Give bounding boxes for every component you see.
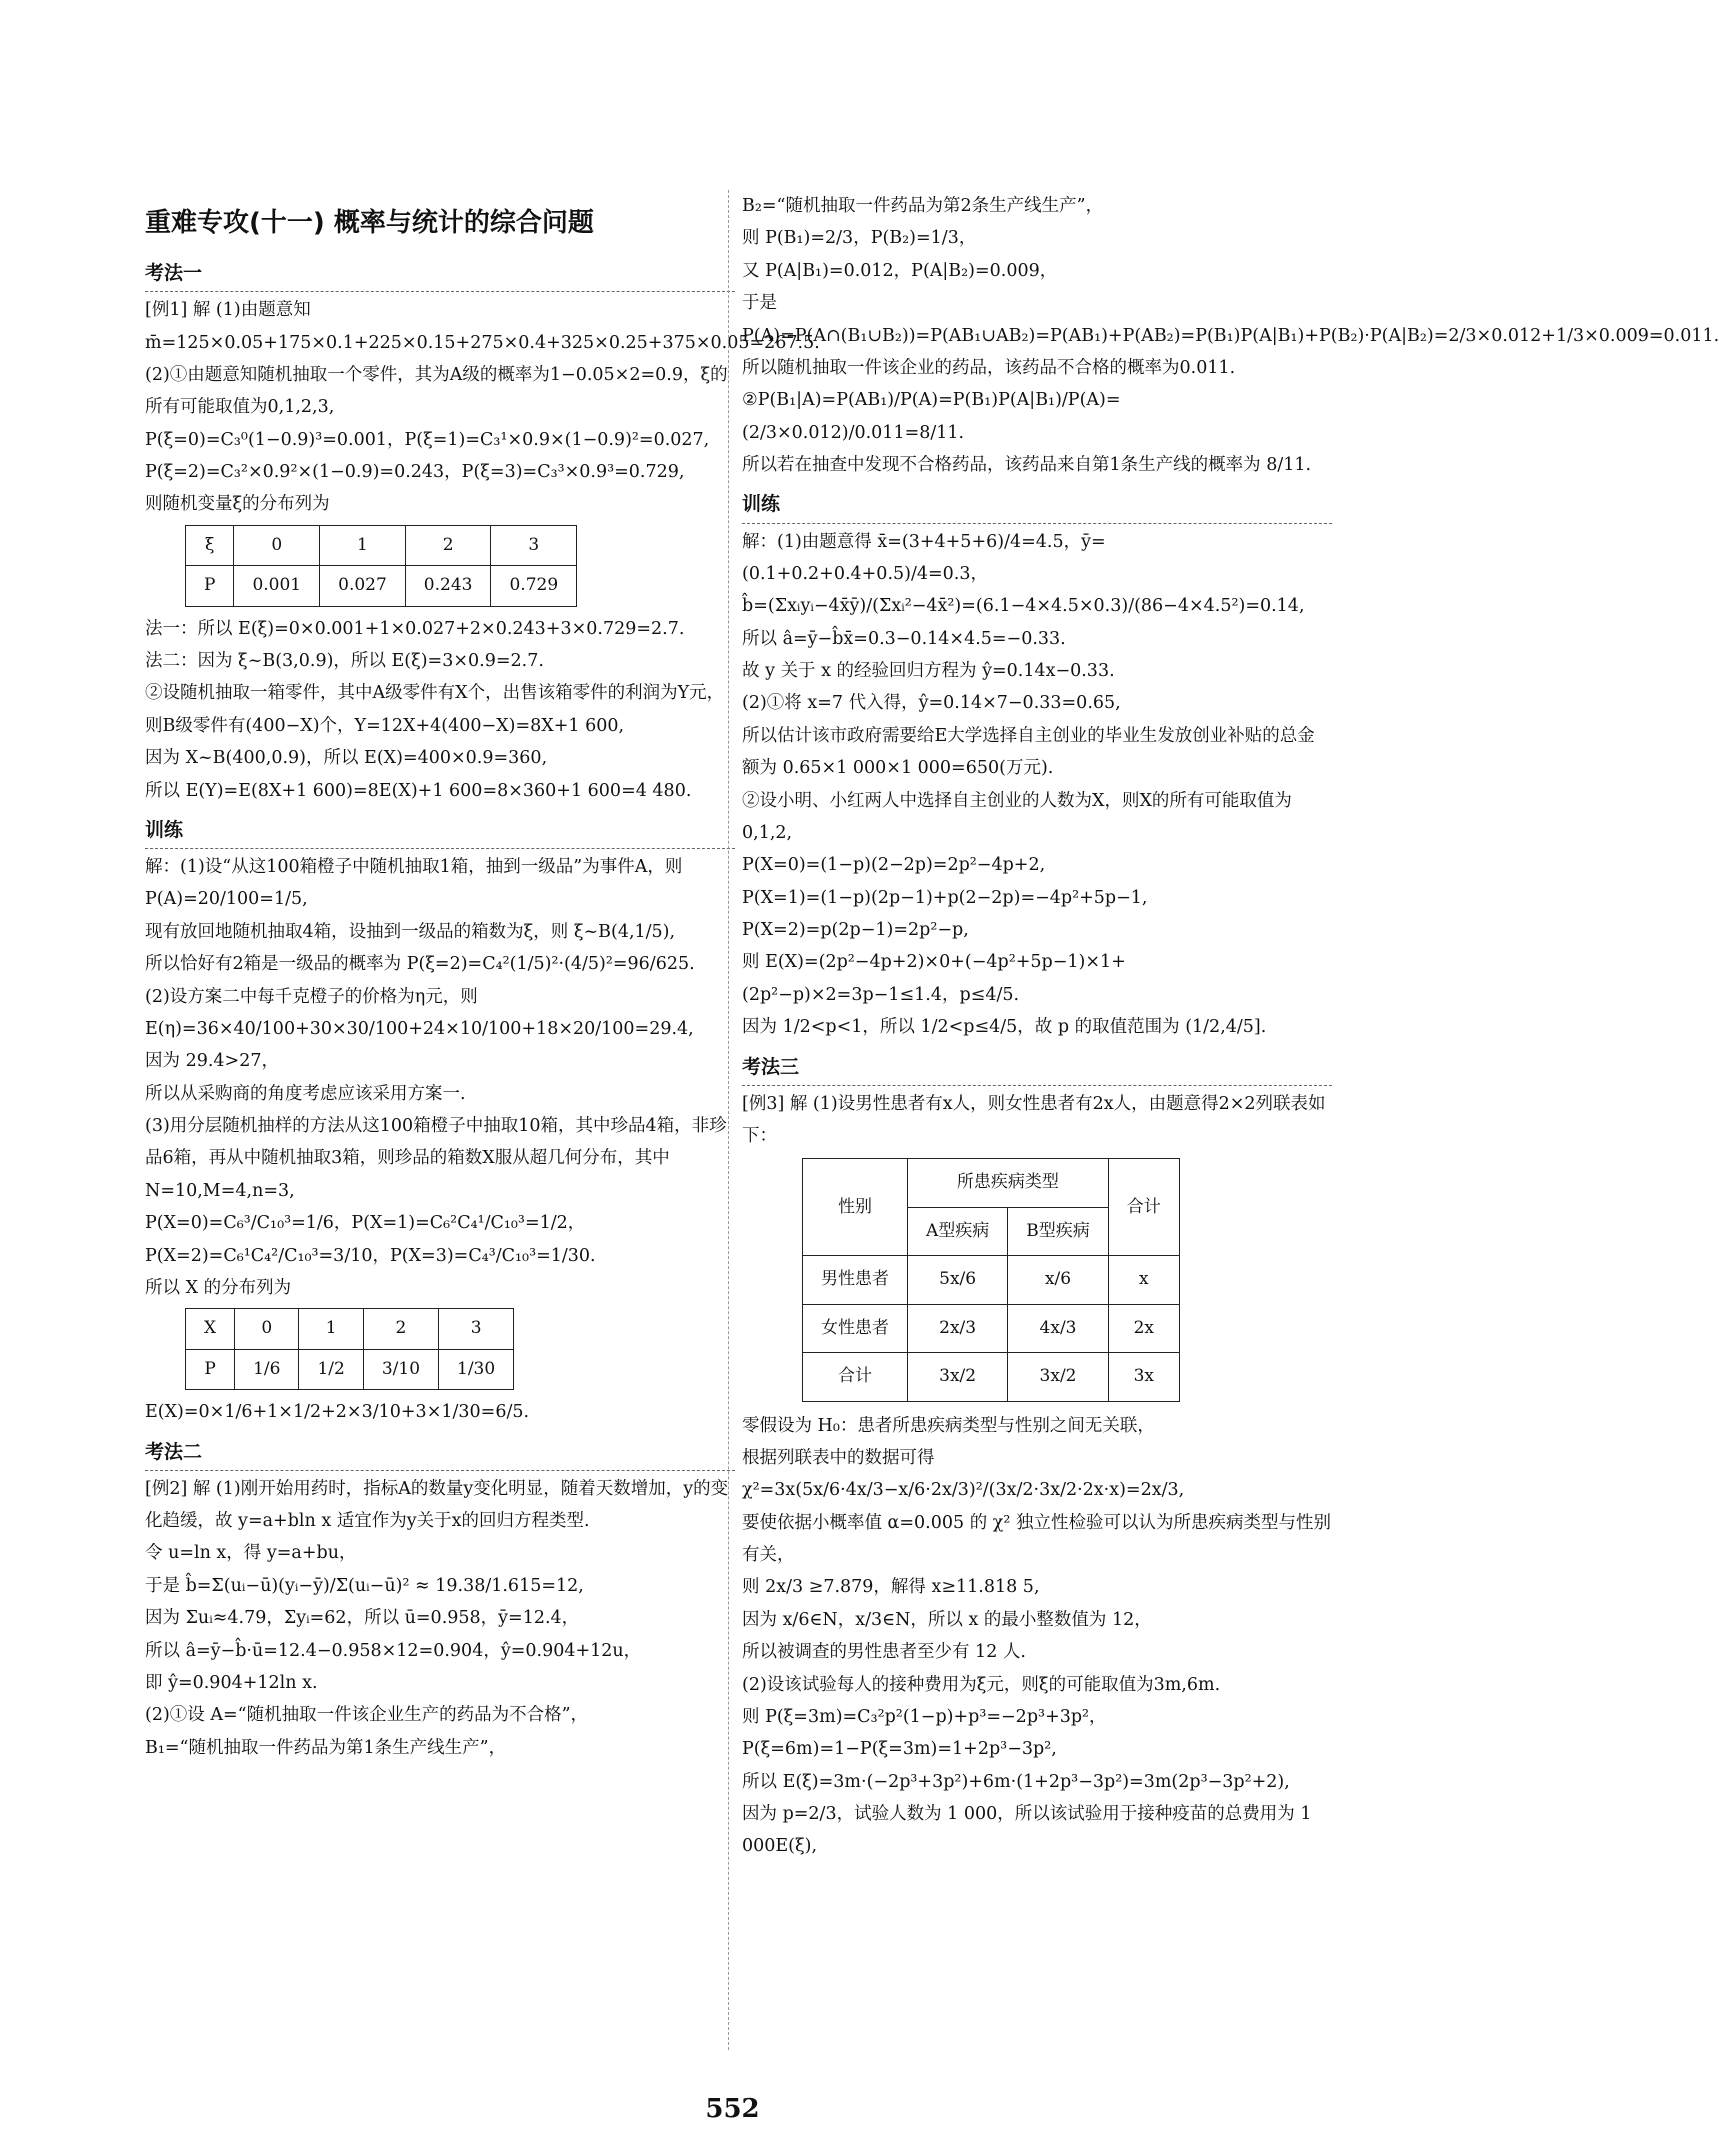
- cell: 0.027: [320, 566, 406, 606]
- cell: 2: [405, 525, 491, 565]
- cell: 0: [235, 1309, 299, 1349]
- text-line: 因为 29.4>27，: [145, 1051, 279, 1072]
- page-title: 重难专攻(十一) 概率与统计的综合问题: [145, 208, 594, 238]
- text-line: P(X=1)=(1−p)(2p−1)+p(2−2p)=−4p²+5p−1,: [742, 887, 1148, 908]
- cell: 2x: [1108, 1304, 1179, 1352]
- text-line: 因为 Σuᵢ≈4.79，Σyᵢ=62，所以 ū=0.958，ȳ=12.4，: [145, 1608, 580, 1629]
- table-1: [185, 525, 577, 607]
- text-line: B₁=“随机抽取一件药品为第1条生产线生产”，: [145, 1737, 507, 1758]
- text-line: P(X=2)=p(2p−1)=2p²−p,: [742, 920, 969, 941]
- section-f2: 考法二: [145, 1435, 735, 1471]
- table-row: [186, 525, 577, 565]
- table-row: [803, 1353, 1180, 1401]
- cell: ξ: [186, 525, 234, 565]
- table-row: [186, 1309, 514, 1349]
- section-train-2: 训练: [742, 487, 1332, 523]
- text-line: 所以被调查的男性患者至少有 12 人.: [742, 1642, 1026, 1663]
- table-row: [803, 1256, 1180, 1304]
- cell: 0.243: [405, 566, 491, 606]
- text-line: ②设随机抽取一箱零件，其中A级零件有X个，出售该箱零件的利润为Y元，: [145, 683, 725, 704]
- cell: 3: [439, 1309, 514, 1349]
- cell: P: [186, 1349, 235, 1389]
- cell: 1/2: [299, 1349, 363, 1389]
- cell: B型疾病: [1008, 1207, 1109, 1255]
- text-line: 因为 1/2<p<1，所以 1/2<p≤4/5，故 p 的取值范围为 (1/2,4/5].: [742, 1017, 1267, 1038]
- text-line: 因为 X~B(400,0.9)，所以 E(X)=400×0.9=360,: [145, 748, 548, 769]
- text-line: 法二：因为 ξ~B(3,0.9)，所以 E(ξ)=3×0.9=2.7.: [145, 651, 544, 672]
- text-line: 所以 X 的分布列为: [145, 1277, 292, 1298]
- text-line: B₂=“随机抽取一件药品为第2条生产线生产”，: [742, 196, 1104, 216]
- cell: 0.729: [491, 566, 577, 606]
- text-line: 则B级零件有(400−X)个，Y=12X+4(400−X)=8X+1 600,: [145, 715, 625, 736]
- cell: 3: [491, 525, 577, 565]
- section-f1: 考法一: [145, 256, 735, 292]
- cell: 5x/6: [908, 1256, 1008, 1304]
- cell: P: [186, 566, 234, 606]
- text-line: [例2] 解 (1)刚开始用药时，指标A的数量y变化明显，随着天数增加，y的变化趋缓，故 y=a+bln x 适宜作为y关于x的回归方程类型.: [145, 1478, 729, 1532]
- text-line: 所以 â=ȳ−b̂·ū=12.4−0.958×12=0.904，ŷ=0.904+12u，: [145, 1640, 642, 1661]
- text-line: (2)设该试验每人的接种费用为ξ元，则ξ的可能取值为3m,6m.: [742, 1674, 1221, 1695]
- text-line: E(X)=0×1/6+1×1/2+2×3/10+3×1/30=6/5.: [145, 1402, 530, 1423]
- cell: 2: [363, 1309, 438, 1349]
- text-line: 则 P(B₁)=2/3，P(B₂)=1/3，: [742, 228, 977, 249]
- text-line: 解：(1)由题意得 x̄=(3+4+5+6)/4=4.5，ȳ=(0.1+0.2+0.4+0.5)/4=0.3，: [742, 531, 1106, 584]
- text-line: ②设小明、小红两人中选择自主创业的人数为X，则X的所有可能取值为0,1,2,: [742, 790, 1292, 843]
- cell: 2x/3: [908, 1304, 1008, 1352]
- table-row: [186, 1349, 514, 1389]
- text-line: 则 P(ξ=3m)=C₃²p²(1−p)+p³=−2p³+3p²，P(ξ=6m)=1−P(ξ=3m)=1+2p³−3p²,: [742, 1706, 1107, 1760]
- table-2: [185, 1308, 514, 1390]
- text-line: (2)①由题意知随机抽取一个零件，其为A级的概率为1−0.05×2=0.9，ξ的所有可能取值为0,1,2,3,: [145, 364, 728, 418]
- cell: 女性患者: [803, 1304, 908, 1352]
- right-column: [742, 190, 1719, 1863]
- text-line: 零假设为 H₀：患者所患疾病类型与性别之间无关联，: [742, 1415, 1155, 1436]
- text-line: 因为 p=2/3，试验人数为 1 000，所以该试验用于接种疫苗的总费用为 1 000E(ξ),: [742, 1804, 1312, 1857]
- text-line: P(ξ=2)=C₃²×0.9²×(1−0.9)=0.243，P(ξ=3)=C₃³×0.9³=0.729,: [145, 462, 685, 483]
- text-line: 解：(1)设“从这100箱橙子中随机抽取1箱，抽到一级品”为事件A，则 P(A)=20/100=1/5,: [145, 857, 683, 910]
- cell: 3x: [1108, 1353, 1179, 1401]
- text-line: (2)①设 A=“随机抽取一件该企业生产的药品为不合格”，: [145, 1705, 589, 1726]
- text-line: (2)设方案二中每千克橙子的价格为η元，则 E(η)=36×40/100+30×30/100+24×10/100+18×20/100=29.4,: [145, 986, 694, 1039]
- cell: 合计: [803, 1353, 908, 1401]
- text-line: 则 E(X)=(2p²−4p+2)×0+(−4p²+5p−1)×1+(2p²−p)×2=3p−1≤1.4，p≤4/5.: [742, 952, 1126, 1005]
- text-line: 法一：所以 E(ξ)=0×0.001+1×0.027+2×0.243+3×0.729=2.7.: [145, 618, 685, 639]
- text-line: [例1] 解 (1)由题意知 m̄=125×0.05+175×0.1+225×0.15+275×0.4+325×0.25+375×0.05=267.5.: [145, 300, 820, 353]
- text-line: 所以随机抽取一件该企业的药品，该药品不合格的概率为0.011.: [742, 357, 1236, 378]
- cell: 1: [320, 525, 406, 565]
- text-line: P(X=0)=C₆³/C₁₀³=1/6，P(X=1)=C₆²C₄¹/C₁₀³=1/2，P(X=2)=C₆¹C₄²/C₁₀³=3/10，P(X=3)=C₄³/C₁₀³=1/30.: [145, 1213, 596, 1266]
- text-line: 所以从采购商的角度考虑应该采用方案一.: [145, 1083, 466, 1104]
- cell: 1/30: [439, 1349, 514, 1389]
- section-f3: 考法三: [742, 1050, 1332, 1086]
- text-line: 所以估计该市政府需要给E大学选择自主创业的毕业生发放创业补贴的总金额为 0.65×1 000×1 000=650(万元).: [742, 725, 1315, 779]
- text-line: b̂=(Σxᵢyᵢ−4x̄ȳ)/(Σxᵢ²−4x̄²)=(6.1−4×4.5×0.3)/(86−4×4.5²)=0.14,: [742, 596, 1305, 617]
- table-row: [186, 566, 577, 606]
- cell: 3/10: [363, 1349, 438, 1389]
- cell: 1: [299, 1309, 363, 1349]
- text-line: 则随机变量ξ的分布列为: [145, 494, 330, 515]
- cell: 性别: [803, 1159, 908, 1256]
- text-line: (3)用分层随机抽样的方法从这100箱橙子中抽取10箱，其中珍品4箱，非珍品6箱，再从中随机抽取3箱，则珍品的箱数X服从超几何分布，其中N=10,M=4,n=3,: [145, 1116, 727, 1201]
- cell: 所患疾病类型: [908, 1159, 1109, 1207]
- text-line: P(ξ=0)=C₃⁰(1−0.9)³=0.001，P(ξ=1)=C₃¹×0.9×(1−0.9)²=0.027,: [145, 429, 710, 450]
- text-line: 根据列联表中的数据可得 χ²=3x(5x/6·4x/3−x/6·2x/3)²/(3x/2·3x/2·2x·x)=2x/3,: [742, 1447, 1185, 1501]
- text-line: 令 u=ln x，得 y=a+bu，: [145, 1543, 357, 1564]
- cell: 合计: [1108, 1159, 1179, 1256]
- text-line: 即 ŷ=0.904+12ln x.: [145, 1672, 318, 1693]
- text-line: 故 y 关于 x 的经验回归方程为 ŷ=0.14x−0.33.: [742, 661, 1115, 682]
- text-line: (2)①将 x=7 代入得，ŷ=0.14×7−0.33=0.65,: [742, 693, 1121, 714]
- text-line: ②P(B₁|A)=P(AB₁)/P(A)=P(B₁)P(A|B₁)/P(A)=(2/3×0.012)/0.011=8/11.: [742, 390, 1121, 443]
- text-line: 现有放回地随机抽取4箱，设抽到一级品的箱数为ξ，则 ξ~B(4,1/5),: [145, 921, 676, 942]
- cell: x: [1108, 1256, 1179, 1304]
- section-train: 训练: [145, 813, 735, 849]
- cell: 0: [234, 525, 320, 565]
- cell: A型疾病: [908, 1207, 1008, 1255]
- cell: x/6: [1008, 1256, 1109, 1304]
- cell: 3x/2: [1008, 1353, 1109, 1401]
- page-number: 552: [705, 2094, 760, 2124]
- text-line: 所以 â=ȳ−b̂x̄=0.3−0.14×4.5=−0.33.: [742, 628, 1066, 649]
- cell: 0.001: [234, 566, 320, 606]
- cell: 4x/3: [1008, 1304, 1109, 1352]
- text-line: 又 P(A|B₁)=0.012，P(A|B₂)=0.009，: [742, 260, 1058, 281]
- text-line: 所以 E(ξ)=3m·(−2p³+3p²)+6m·(1+2p³−3p²)=3m(2p³−3p²+2),: [742, 1771, 1290, 1792]
- contingency-table: [802, 1158, 1180, 1401]
- cell: 男性患者: [803, 1256, 908, 1304]
- text-line: 要使依据小概率值 α=0.005 的 χ² 独立性检验可以认为所患疾病类型与性别有关，: [742, 1512, 1331, 1566]
- table-row: [803, 1304, 1180, 1352]
- text-line: 于是 P(A)=P(A∩(B₁∪B₂))=P(AB₁∪AB₂)=P(AB₁)+P(AB₂)=P(B₁)P(A|B₁)+P(B₂)·P(A|B₂)=2/3×0.012+1/3×0.009=0.011.: [742, 293, 1719, 346]
- text-line: 于是 b̂=Σ(uᵢ−ū)(yᵢ−ȳ)/Σ(uᵢ−ū)² ≈ 19.38/1.615=12,: [145, 1575, 584, 1596]
- text-line: 则 2x/3 ≥7.879，解得 x≥11.818 5,: [742, 1577, 1040, 1598]
- text-line: P(X=0)=(1−p)(2−2p)=2p²−4p+2,: [742, 855, 1046, 876]
- text-line: 所以若在抽查中发现不合格药品，该药品来自第1条生产线的概率为 8/11.: [742, 455, 1312, 475]
- cell: X: [186, 1309, 235, 1349]
- table-row: [803, 1159, 1180, 1207]
- column-divider: [728, 190, 729, 2050]
- text-line: [例3] 解 (1)设男性患者有x人，则女性患者有2x人，由题意得2×2列联表如下：: [742, 1093, 1326, 1147]
- cell: 3x/2: [908, 1353, 1008, 1401]
- text-line: 因为 x/6∈N，x/3∈N，所以 x 的最小整数值为 12，: [742, 1609, 1152, 1630]
- text-line: 所以 E(Y)=E(8X+1 600)=8E(X)+1 600=8×360+1 600=4 480.: [145, 780, 692, 801]
- cell: 1/6: [235, 1349, 299, 1389]
- text-line: 所以恰好有2箱是一级品的概率为 P(ξ=2)=C₄²(1/5)²·(4/5)²=96/625.: [145, 954, 695, 975]
